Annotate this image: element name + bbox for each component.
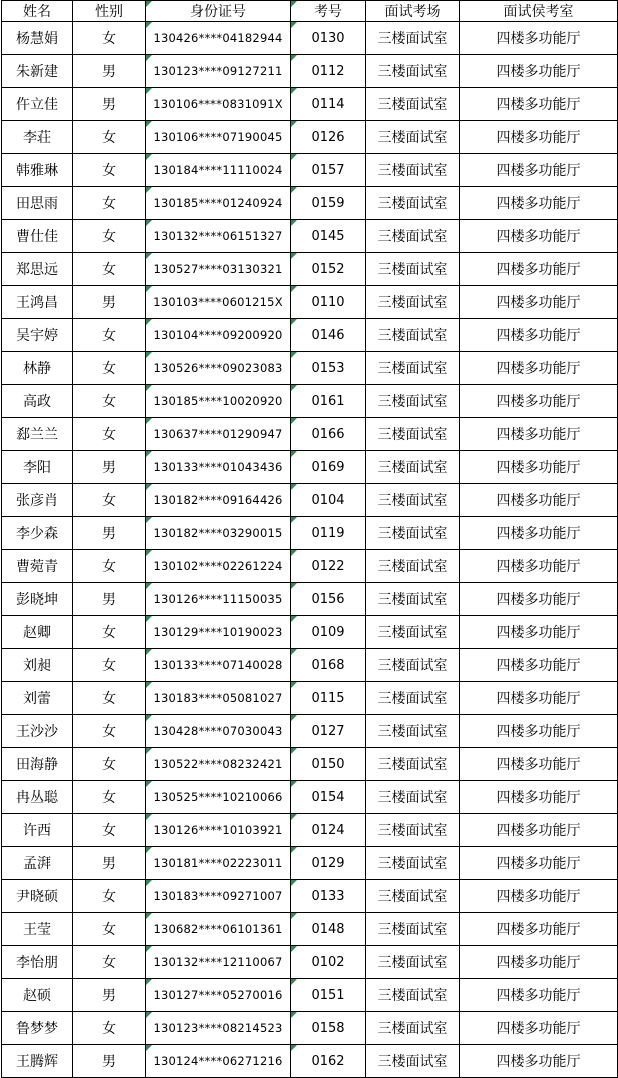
cell-waiting-room: 四楼多功能厅	[460, 979, 618, 1012]
cell-waiting-room: 四楼多功能厅	[460, 418, 618, 451]
cell-exam-number: 0159	[291, 187, 366, 220]
cell-name: 张彦肖	[2, 484, 73, 517]
table-row	[2, 715, 618, 748]
cell-gender: 女	[73, 22, 146, 55]
cell-waiting-room: 四楼多功能厅	[460, 220, 618, 253]
cell-gender: 男	[73, 583, 146, 616]
cell-gender: 男	[73, 286, 146, 319]
cell-waiting-room: 四楼多功能厅	[460, 946, 618, 979]
table-row	[2, 550, 618, 583]
cell-gender: 女	[73, 781, 146, 814]
table-row	[2, 385, 618, 418]
cell-waiting-room: 四楼多功能厅	[460, 319, 618, 352]
table-row	[2, 253, 618, 286]
cell-waiting-room: 四楼多功能厅	[460, 880, 618, 913]
cell-id-number: 130185****01240924	[146, 187, 291, 220]
cell-name: 刘蕾	[2, 682, 73, 715]
cell-interview-room: 三楼面试室	[366, 55, 460, 88]
cell-exam-number: 0104	[291, 484, 366, 517]
cell-id-number: 130123****08214523	[146, 1012, 291, 1045]
cell-id-number: 130637****01290947	[146, 418, 291, 451]
cell-waiting-room: 四楼多功能厅	[460, 616, 618, 649]
cell-waiting-room: 四楼多功能厅	[460, 517, 618, 550]
cell-id-number: 130181****02223011	[146, 847, 291, 880]
cell-waiting-room: 四楼多功能厅	[460, 121, 618, 154]
cell-id-number: 130126****11150035	[146, 583, 291, 616]
cell-exam-number: 0145	[291, 220, 366, 253]
cell-interview-room: 三楼面试室	[366, 418, 460, 451]
cell-id-number: 130182****03290015	[146, 517, 291, 550]
cell-gender: 男	[73, 517, 146, 550]
cell-id-number: 130526****09023083	[146, 352, 291, 385]
cell-waiting-room: 四楼多功能厅	[460, 352, 618, 385]
cell-exam-number: 0102	[291, 946, 366, 979]
cell-exam-number: 0129	[291, 847, 366, 880]
cell-exam-number: 0133	[291, 880, 366, 913]
cell-name: 郄兰兰	[2, 418, 73, 451]
cell-interview-room: 三楼面试室	[366, 616, 460, 649]
cell-id-number: 130133****01043436	[146, 451, 291, 484]
cell-exam-number: 0130	[291, 22, 366, 55]
cell-waiting-room: 四楼多功能厅	[460, 682, 618, 715]
cell-id-number: 130126****10103921	[146, 814, 291, 847]
cell-gender: 男	[73, 847, 146, 880]
cell-name: 田思雨	[2, 187, 73, 220]
cell-exam-number: 0158	[291, 1012, 366, 1045]
table-row	[2, 880, 618, 913]
cell-exam-number: 0156	[291, 583, 366, 616]
cell-exam-number: 0119	[291, 517, 366, 550]
cell-exam-number: 0127	[291, 715, 366, 748]
cell-interview-room: 三楼面试室	[366, 880, 460, 913]
cell-exam-number: 0112	[291, 55, 366, 88]
cell-id-number: 130102****02261224	[146, 550, 291, 583]
header-row	[2, 1, 618, 22]
table-row	[2, 748, 618, 781]
table-row	[2, 814, 618, 847]
cell-interview-room: 三楼面试室	[366, 352, 460, 385]
cell-interview-room: 三楼面试室	[366, 187, 460, 220]
table-row	[2, 187, 618, 220]
cell-gender: 女	[73, 682, 146, 715]
cell-name: 孟湃	[2, 847, 73, 880]
cell-exam-number: 0115	[291, 682, 366, 715]
cell-waiting-room: 四楼多功能厅	[460, 583, 618, 616]
cell-interview-room: 三楼面试室	[366, 286, 460, 319]
table-row	[2, 154, 618, 187]
cell-id-number: 130682****06101361	[146, 913, 291, 946]
cell-gender: 女	[73, 253, 146, 286]
cell-name: 尹晓硕	[2, 880, 73, 913]
cell-exam-number: 0150	[291, 748, 366, 781]
cell-name: 曹菀青	[2, 550, 73, 583]
cell-waiting-room: 四楼多功能厅	[460, 385, 618, 418]
table-row	[2, 682, 618, 715]
cell-name: 王沙沙	[2, 715, 73, 748]
cell-name: 吴宇婷	[2, 319, 73, 352]
cell-waiting-room: 四楼多功能厅	[460, 22, 618, 55]
header-name: 姓名	[2, 1, 73, 22]
cell-interview-room: 三楼面试室	[366, 1045, 460, 1078]
cell-interview-room: 三楼面试室	[366, 385, 460, 418]
cell-waiting-room: 四楼多功能厅	[460, 715, 618, 748]
cell-exam-number: 0168	[291, 649, 366, 682]
cell-exam-number: 0152	[291, 253, 366, 286]
cell-name: 王腾辉	[2, 1045, 73, 1078]
table-row	[2, 649, 618, 682]
cell-name: 彭晓坤	[2, 583, 73, 616]
cell-name: 曹仕佳	[2, 220, 73, 253]
cell-name: 高政	[2, 385, 73, 418]
cell-gender: 女	[73, 418, 146, 451]
table-row	[2, 121, 618, 154]
header-exam-number: 考号	[291, 1, 366, 22]
table-row	[2, 484, 618, 517]
cell-gender: 女	[73, 814, 146, 847]
cell-gender: 女	[73, 319, 146, 352]
cell-id-number: 130527****03130321	[146, 253, 291, 286]
cell-waiting-room: 四楼多功能厅	[460, 88, 618, 121]
cell-gender: 女	[73, 484, 146, 517]
header-interview-room: 面试考场	[366, 1, 460, 22]
cell-name: 郑思远	[2, 253, 73, 286]
cell-name: 韩雅琳	[2, 154, 73, 187]
cell-gender: 女	[73, 616, 146, 649]
cell-gender: 女	[73, 715, 146, 748]
cell-waiting-room: 四楼多功能厅	[460, 649, 618, 682]
cell-interview-room: 三楼面试室	[366, 913, 460, 946]
cell-name: 李少森	[2, 517, 73, 550]
cell-id-number: 130184****11110024	[146, 154, 291, 187]
cell-waiting-room: 四楼多功能厅	[460, 748, 618, 781]
table-row	[2, 286, 618, 319]
header-id-number: 身份证号	[146, 1, 291, 22]
cell-interview-room: 三楼面试室	[366, 451, 460, 484]
cell-interview-room: 三楼面试室	[366, 583, 460, 616]
cell-id-number: 130185****10020920	[146, 385, 291, 418]
cell-name: 李阳	[2, 451, 73, 484]
cell-waiting-room: 四楼多功能厅	[460, 286, 618, 319]
cell-interview-room: 三楼面试室	[366, 682, 460, 715]
cell-exam-number: 0153	[291, 352, 366, 385]
table-row	[2, 352, 618, 385]
table-row	[2, 1045, 618, 1078]
cell-exam-number: 0114	[291, 88, 366, 121]
cell-interview-room: 三楼面试室	[366, 121, 460, 154]
cell-id-number: 130428****07030043	[146, 715, 291, 748]
table-row	[2, 22, 618, 55]
cell-exam-number: 0161	[291, 385, 366, 418]
cell-gender: 女	[73, 913, 146, 946]
cell-name: 朱新建	[2, 55, 73, 88]
cell-gender: 女	[73, 1012, 146, 1045]
cell-interview-room: 三楼面试室	[366, 253, 460, 286]
cell-name: 田海静	[2, 748, 73, 781]
cell-gender: 女	[73, 385, 146, 418]
cell-waiting-room: 四楼多功能厅	[460, 1045, 618, 1078]
cell-name: 鲁梦梦	[2, 1012, 73, 1045]
cell-id-number: 130182****09164426	[146, 484, 291, 517]
cell-gender: 女	[73, 352, 146, 385]
interview-schedule-table	[1, 0, 618, 1078]
cell-interview-room: 三楼面试室	[366, 814, 460, 847]
cell-waiting-room: 四楼多功能厅	[460, 451, 618, 484]
cell-exam-number: 0169	[291, 451, 366, 484]
cell-id-number: 130522****08232421	[146, 748, 291, 781]
cell-id-number: 130104****09200920	[146, 319, 291, 352]
cell-name: 李怡朋	[2, 946, 73, 979]
cell-interview-room: 三楼面试室	[366, 154, 460, 187]
cell-exam-number: 0166	[291, 418, 366, 451]
cell-gender: 男	[73, 979, 146, 1012]
cell-gender: 男	[73, 451, 146, 484]
cell-gender: 女	[73, 748, 146, 781]
cell-gender: 女	[73, 550, 146, 583]
cell-interview-room: 三楼面试室	[366, 979, 460, 1012]
cell-interview-room: 三楼面试室	[366, 715, 460, 748]
cell-interview-room: 三楼面试室	[366, 847, 460, 880]
cell-name: 赵卿	[2, 616, 73, 649]
cell-name: 林静	[2, 352, 73, 385]
cell-waiting-room: 四楼多功能厅	[460, 847, 618, 880]
cell-exam-number: 0146	[291, 319, 366, 352]
cell-name: 李荘	[2, 121, 73, 154]
cell-gender: 女	[73, 946, 146, 979]
cell-gender: 女	[73, 220, 146, 253]
table-row	[2, 781, 618, 814]
cell-interview-room: 三楼面试室	[366, 22, 460, 55]
cell-gender: 男	[73, 88, 146, 121]
cell-gender: 女	[73, 121, 146, 154]
cell-id-number: 130106****0831091X	[146, 88, 291, 121]
table-row	[2, 517, 618, 550]
cell-gender: 男	[73, 55, 146, 88]
cell-gender: 女	[73, 154, 146, 187]
table-row	[2, 913, 618, 946]
cell-id-number: 130426****04182944	[146, 22, 291, 55]
cell-waiting-room: 四楼多功能厅	[460, 1012, 618, 1045]
table-row	[2, 418, 618, 451]
cell-name: 赵硕	[2, 979, 73, 1012]
table-row	[2, 1012, 618, 1045]
cell-interview-room: 三楼面试室	[366, 517, 460, 550]
table-row	[2, 220, 618, 253]
cell-name: 杨慧娟	[2, 22, 73, 55]
table-row	[2, 88, 618, 121]
header-waiting-room: 面试侯考室	[460, 1, 618, 22]
cell-id-number: 130525****10210066	[146, 781, 291, 814]
header-gender: 性别	[73, 1, 146, 22]
cell-waiting-room: 四楼多功能厅	[460, 913, 618, 946]
cell-exam-number: 0109	[291, 616, 366, 649]
table-row	[2, 451, 618, 484]
cell-exam-number: 0122	[291, 550, 366, 583]
cell-id-number: 130123****09127211	[146, 55, 291, 88]
cell-exam-number: 0154	[291, 781, 366, 814]
cell-interview-room: 三楼面试室	[366, 1012, 460, 1045]
cell-exam-number: 0148	[291, 913, 366, 946]
table-row	[2, 55, 618, 88]
cell-gender: 男	[73, 1045, 146, 1078]
cell-id-number: 130183****05081027	[146, 682, 291, 715]
table-row	[2, 583, 618, 616]
cell-exam-number: 0124	[291, 814, 366, 847]
cell-id-number: 130133****07140028	[146, 649, 291, 682]
cell-waiting-room: 四楼多功能厅	[460, 484, 618, 517]
cell-name: 仵立佳	[2, 88, 73, 121]
cell-id-number: 130124****06271216	[146, 1045, 291, 1078]
cell-id-number: 130132****06151327	[146, 220, 291, 253]
cell-waiting-room: 四楼多功能厅	[460, 154, 618, 187]
cell-name: 冉丛聪	[2, 781, 73, 814]
cell-name: 刘昶	[2, 649, 73, 682]
cell-interview-room: 三楼面试室	[366, 748, 460, 781]
cell-interview-room: 三楼面试室	[366, 319, 460, 352]
cell-name: 许西	[2, 814, 73, 847]
cell-gender: 女	[73, 649, 146, 682]
cell-gender: 女	[73, 880, 146, 913]
cell-exam-number: 0110	[291, 286, 366, 319]
cell-waiting-room: 四楼多功能厅	[460, 187, 618, 220]
cell-exam-number: 0151	[291, 979, 366, 1012]
cell-interview-room: 三楼面试室	[366, 781, 460, 814]
cell-waiting-room: 四楼多功能厅	[460, 781, 618, 814]
cell-interview-room: 三楼面试室	[366, 946, 460, 979]
cell-exam-number: 0126	[291, 121, 366, 154]
cell-id-number: 130103****0601215X	[146, 286, 291, 319]
cell-waiting-room: 四楼多功能厅	[460, 253, 618, 286]
cell-waiting-room: 四楼多功能厅	[460, 55, 618, 88]
cell-id-number: 130132****12110067	[146, 946, 291, 979]
cell-id-number: 130129****10190023	[146, 616, 291, 649]
cell-waiting-room: 四楼多功能厅	[460, 550, 618, 583]
cell-waiting-room: 四楼多功能厅	[460, 814, 618, 847]
cell-interview-room: 三楼面试室	[366, 88, 460, 121]
cell-id-number: 130106****07190045	[146, 121, 291, 154]
cell-interview-room: 三楼面试室	[366, 649, 460, 682]
cell-gender: 女	[73, 187, 146, 220]
table-row	[2, 616, 618, 649]
cell-exam-number: 0162	[291, 1045, 366, 1078]
cell-interview-room: 三楼面试室	[366, 484, 460, 517]
cell-id-number: 130183****09271007	[146, 880, 291, 913]
table-row	[2, 847, 618, 880]
table-row	[2, 946, 618, 979]
cell-name: 王莹	[2, 913, 73, 946]
cell-id-number: 130127****05270016	[146, 979, 291, 1012]
cell-name: 王鸿昌	[2, 286, 73, 319]
cell-interview-room: 三楼面试室	[366, 220, 460, 253]
cell-interview-room: 三楼面试室	[366, 550, 460, 583]
table-row	[2, 979, 618, 1012]
cell-exam-number: 0157	[291, 154, 366, 187]
table-row	[2, 319, 618, 352]
